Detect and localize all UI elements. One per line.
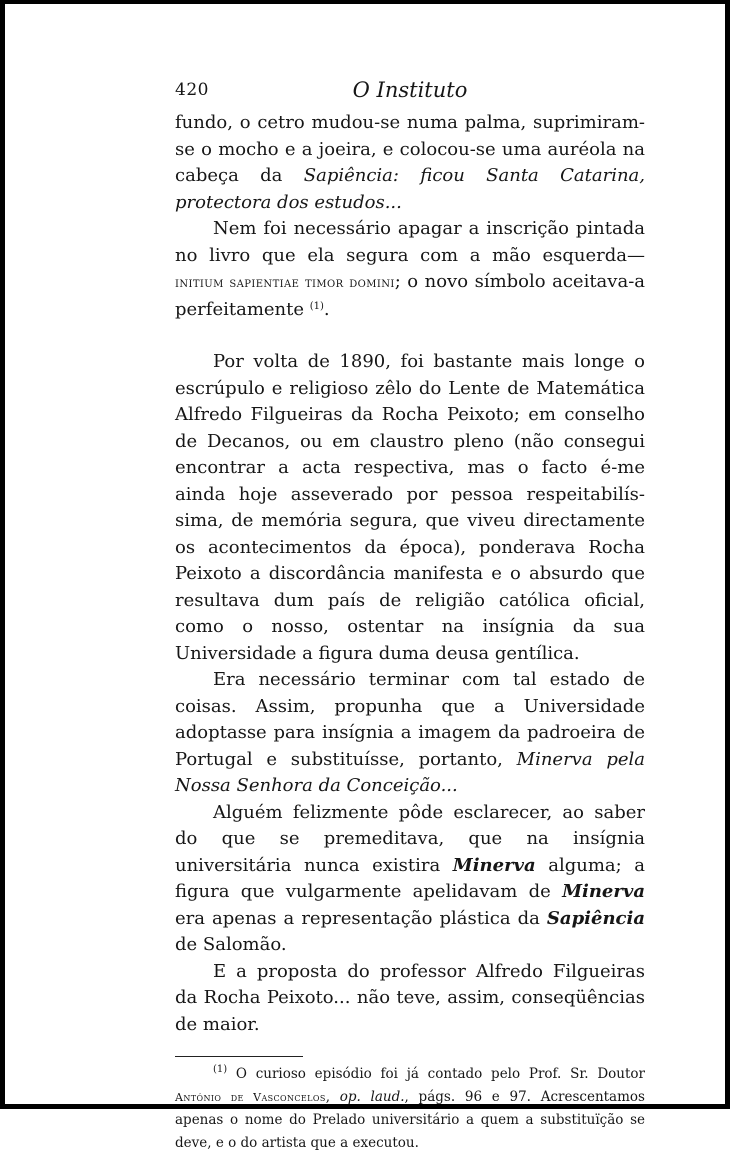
paragraph-5-text-4: de Salomão.: [175, 934, 287, 955]
running-head: [175, 76, 645, 110]
paragraph-4: [175, 667, 645, 800]
inscription-text: initium sapientiae timor domini: [175, 275, 395, 291]
paragraph-5-text-1: Alguém felizmente pôde esclarecer, ao saber do que se premeditava, que na insígnia universitária nunca existira: [175, 801, 645, 876]
paragraph-5: [175, 800, 645, 959]
footnote-text-3: , págs. 96 e 97. Acrescentamos apenas o nome do Prelado universitário a quem a substituïção se deve, e o do artista que a executou.: [175, 1089, 645, 1151]
paragraph-5-text-3: era apenas a representação plástica da: [175, 907, 547, 929]
paragraph-1-italic: Sapiência: ficou Santa Catarina, protectora dos estudos...: [175, 165, 646, 213]
paragraph-5-emphasis-3: Sapiência: [546, 907, 645, 929]
running-title: O Instituto: [352, 78, 468, 102]
footnote-text-2: ,: [325, 1089, 340, 1105]
paragraph-6: E a proposta do professor Alfredo Filgueiras da Rocha Peixoto... não teve, assim, conseqüências de maior.: [175, 960, 645, 1035]
paragraph-1: [175, 110, 645, 216]
footnote-citation: op. laud.: [339, 1089, 405, 1105]
paragraph-5-text-2: alguma; a figura que vulgarmente apelidavam de: [175, 854, 645, 902]
footnote-author: António de Vasconcelos: [175, 1091, 326, 1104]
page-number: 420: [175, 80, 209, 100]
paragraph-5-emphasis-2: Minerva: [562, 881, 645, 902]
paragraph-3: Por volta de 1890, foi bastante mais longe o escrúpulo e religioso zêlo do Lente de Matemática Alfredo Filgueiras da Rocha Peixoto; em conselho de Decanos, ou em claustro pleno (não consegui encontrar a acta respectiva, mas o facto é-me ainda hoje asseverado por pessoa respeitabilíssima, de memória segura, que viveu directamente os acontecimentos da época), ponderava Rocha Peixoto a discordância manifesta e o absurdo que resultava dum país de religião católica oficial, como o nosso, ostentar na insígnia da sua Universidade a figura duma deusa gentílica.: [175, 351, 645, 664]
paragraph-4-text: Era necessário terminar com tal estado de coisas. Assim, propunha que a Universidade adoptasse para insígnia a imagem da padroeira de Portugal e substituísse, portanto,: [175, 669, 645, 770]
footnote-reference[interactable]: (1): [309, 300, 324, 312]
footnote: [175, 1063, 645, 1155]
footnote-divider: [175, 1056, 303, 1057]
footnote-text-1: O curioso episódio foi já contado pelo Prof. Sr. Doutor: [227, 1066, 645, 1082]
paragraph-2: [175, 216, 645, 323]
paragraph-4-italic: Minerva pela Nossa Senhora da Conceição...: [175, 748, 645, 796]
body-text: [175, 110, 645, 1038]
paragraph-2-text: Nem foi necessário apagar a inscrição pintada no livro que ela segura com a mão esquerda—: [175, 218, 645, 266]
footnote-marker: (1): [213, 1064, 228, 1075]
paragraph-5-emphasis-1: Minerva: [452, 854, 536, 876]
section-gap: [175, 323, 645, 349]
paragraph-2-text-cont: ; o novo símbolo aceitava-a perfeitamente: [175, 271, 646, 320]
paragraph-2-end: .: [323, 298, 330, 320]
book-page: [175, 76, 645, 1155]
paragraph-1-text: fundo, o cetro mudou-se numa palma, suprimiram-se o mocho e a joeira, e colocou-se uma auréola na cabeça da: [175, 112, 645, 186]
